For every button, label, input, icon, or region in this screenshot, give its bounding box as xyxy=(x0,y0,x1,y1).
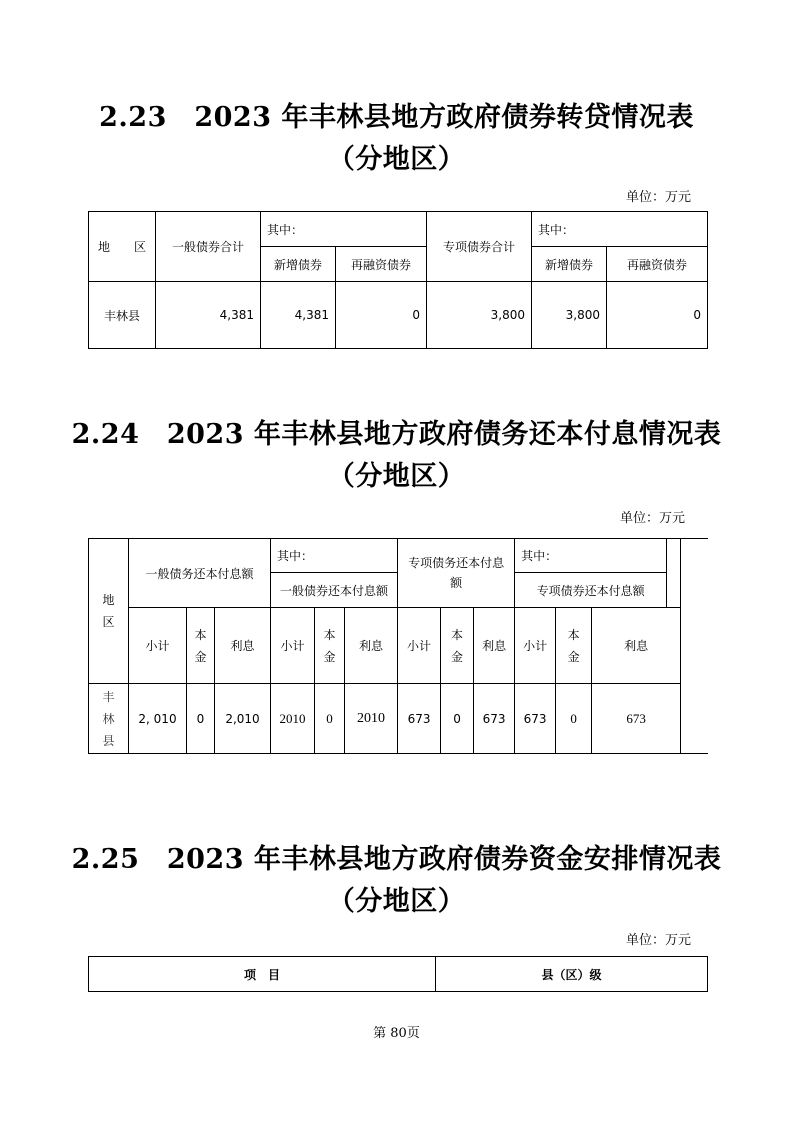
header-principal-3: 本 金 xyxy=(441,608,474,684)
header-general-repay: 一般债务还本付息额 xyxy=(129,539,271,608)
header-principal-4: 本 金 xyxy=(556,608,592,684)
header-interest-3: 利息 xyxy=(474,608,515,684)
section-225-subtitle: （分地区） xyxy=(327,886,466,917)
section-225-unit: 单位：万元 xyxy=(626,933,692,948)
header-region: 地 区 xyxy=(89,539,129,684)
cell-general-new: 4,381 xyxy=(261,282,336,349)
bond-fund-arrangement-table xyxy=(88,956,708,992)
header-new-bonds: 新增债券 xyxy=(261,247,336,282)
cell-general-bond-interest: 2010 xyxy=(345,684,398,754)
header-region: 地 区 xyxy=(89,212,156,282)
header-new-bonds-2: 新增债券 xyxy=(532,247,607,282)
header-of-which-2: 其中： xyxy=(515,539,667,573)
section-224-unit: 单位：万元 xyxy=(620,511,686,526)
section-223-unit: 单位：万元 xyxy=(626,190,692,205)
header-subtotal-3: 小计 xyxy=(398,608,441,684)
row-region: 丰 林 县 xyxy=(89,684,129,754)
cell-general-refinancing: 0 xyxy=(336,282,427,349)
cell-special-bond-interest: 673 xyxy=(592,684,681,754)
section-223-title: 2.23 2023 年丰林县地方政府债券转贷情况表 xyxy=(99,102,694,133)
header-special-total: 专项债券合计 xyxy=(427,212,532,282)
header-county-level: 县（区）级 xyxy=(436,957,708,992)
cell-special-subtotal: 673 xyxy=(398,684,441,754)
header-refinancing-bonds: 再融资债券 xyxy=(336,247,427,282)
header-subtotal: 小计 xyxy=(129,608,187,684)
section-225-title: 2.25 2023 年丰林县地方政府债券资金安排情况表 xyxy=(71,844,722,875)
header-interest: 利息 xyxy=(215,608,271,684)
header-general-total: 一般债券合计 xyxy=(156,212,261,282)
cell-special-total: 3,800 xyxy=(427,282,532,349)
cell-general-total: 4,381 xyxy=(156,282,261,349)
header-general-bond-repay: 一般债券还本付息额 xyxy=(271,573,398,608)
cell-special-principal: 0 xyxy=(441,684,474,754)
header-principal-2: 本 金 xyxy=(315,608,345,684)
section-224-title: 2.24 2023 年丰林县地方政府债务还本付息情况表 xyxy=(71,419,722,450)
bond-transfer-table xyxy=(88,211,708,349)
cell-general-subtotal: 2, 010 xyxy=(129,684,187,754)
cell-special-interest: 673 xyxy=(474,684,515,754)
cell-special-new: 3,800 xyxy=(532,282,607,349)
header-interest-2: 利息 xyxy=(345,608,398,684)
cell-special-bond-subtotal: 673 xyxy=(515,684,556,754)
header-principal: 本 金 xyxy=(187,608,215,684)
header-refinancing-bonds-2: 再融资债券 xyxy=(607,247,708,282)
page-number: 第 80页 xyxy=(373,1026,420,1041)
cell-special-bond-principal: 0 xyxy=(556,684,592,754)
header-subtotal-4: 小计 xyxy=(515,608,556,684)
cell-general-principal: 0 xyxy=(187,684,215,754)
row-region: 丰林县 xyxy=(89,282,156,349)
header-of-which: 其中： xyxy=(261,212,427,247)
cell-general-bond-subtotal: 2010 xyxy=(271,684,315,754)
cell-general-interest: 2,010 xyxy=(215,684,271,754)
cell-general-bond-principal: 0 xyxy=(315,684,345,754)
blank-column xyxy=(681,539,708,754)
header-special-repay: 专项债务还本付息额 xyxy=(398,539,515,608)
header-item: 项 目 xyxy=(89,957,436,992)
blank-cell xyxy=(667,539,681,608)
header-special-bond-repay: 专项债券还本付息额 xyxy=(515,573,667,608)
header-of-which-2: 其中： xyxy=(532,212,708,247)
header-subtotal-2: 小计 xyxy=(271,608,315,684)
section-223-subtitle: （分地区） xyxy=(327,144,466,175)
header-interest-4: 利息 xyxy=(592,608,681,684)
header-of-which: 其中： xyxy=(271,539,398,573)
section-224-subtitle: （分地区） xyxy=(327,461,466,492)
debt-repayment-table xyxy=(88,538,708,754)
cell-special-refinancing: 0 xyxy=(607,282,708,349)
